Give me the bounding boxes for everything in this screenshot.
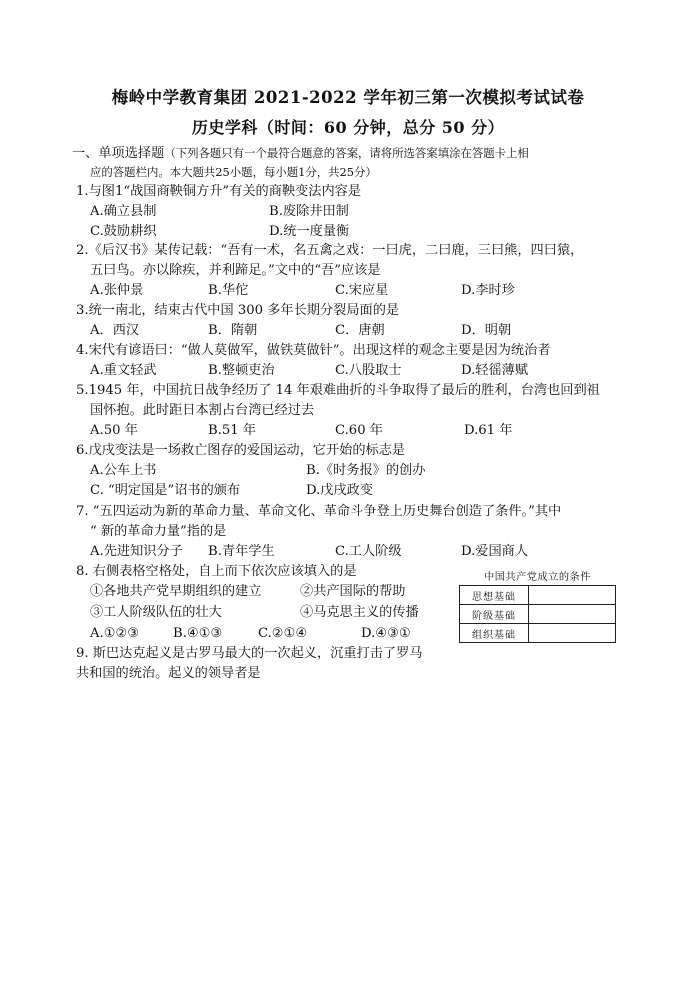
instructions-line-1: （下列各题只有一个最符合题意的答案，请将所选答案填涂在答题卡上相 xyxy=(164,146,529,160)
question-stem-cont: “ 新的革命力量”指的是 xyxy=(90,524,227,539)
option-a: A.公车上书 xyxy=(90,463,157,478)
table-blank-cell xyxy=(529,624,616,643)
question-stem-cont: 共和国的统治。起义的领导者是 xyxy=(76,666,261,681)
option-c: C.②①④ xyxy=(258,626,308,641)
option-d: D．明朝 xyxy=(461,323,512,338)
question-stem-cont: 五曰鸟。亦以除疾，并利蹄足。”文中的“吾”应该是 xyxy=(90,263,381,278)
option-d: D.轻徭薄赋 xyxy=(461,363,529,378)
question-stem: 7. “五四运动为新的革命力量、革命文化、革命斗争登上历史舞台创造了条件。”其中 xyxy=(76,504,562,519)
table-row xyxy=(460,586,616,605)
option-c: C.宋应星 xyxy=(335,283,389,298)
option-a: A．西汉 xyxy=(90,323,140,338)
option-a: A.50 年 xyxy=(90,423,138,438)
exam-subtitle: 历史学科（时间：60 分钟，总分 50 分） xyxy=(191,118,505,137)
question-stem: 5.1945 年，中国抗日战争经历了 14 年艰难曲折的斗争取得了最后的胜利，台湾也回到祖 xyxy=(76,383,600,398)
option-a: A.确立县制 xyxy=(90,204,157,219)
option-d: D.爱国商人 xyxy=(461,544,529,559)
question-stem: 1.与图1“战国商鞅铜方升”有关的商鞅变法内容是 xyxy=(76,184,362,199)
instructions-line-2: 应的答题栏内。本大题共25小题，每小题1分，共25分） xyxy=(90,165,377,179)
option-c: C.八股取士 xyxy=(335,363,402,378)
option-c: C.工人阶级 xyxy=(335,544,402,559)
side-table-caption: 中国共产党成立的条件 xyxy=(484,572,591,583)
exam-title: 梅岭中学教育集团 2021-2022 学年初三第一次模拟考试试卷 xyxy=(111,88,585,107)
question-stem: 4.宋代有谚语曰：“做人莫做军，做铁莫做针”。出现这样的观念主要是因为统治者 xyxy=(76,343,551,358)
statement-item: ②共产国际的帮助 xyxy=(300,584,406,599)
section-instructions xyxy=(72,144,529,163)
option-b: B.51 年 xyxy=(208,423,257,438)
option-d: D.戊戌政变 xyxy=(306,483,374,498)
statement-item: ④马克思主义的传播 xyxy=(300,605,419,620)
table-blank-cell xyxy=(529,586,616,605)
table-row-label: 思想基础 xyxy=(460,586,529,605)
option-b: B.④①③ xyxy=(173,626,223,641)
option-a: A.①②③ xyxy=(90,626,140,641)
statement-item: ③工人阶级队伍的壮大 xyxy=(90,605,222,620)
option-d: D.61 年 xyxy=(464,423,513,438)
option-b: B.《时务报》的创办 xyxy=(306,463,426,478)
option-b: B.整顿吏治 xyxy=(208,363,275,378)
question-stem: 3.统一南北，结束古代中国 300 多年长期分裂局面的是 xyxy=(76,303,400,318)
option-d: D.李时珍 xyxy=(461,283,515,298)
option-b: B.华佗 xyxy=(208,283,249,298)
option-b: B.废除井田制 xyxy=(269,204,349,219)
table-row xyxy=(460,605,616,624)
statement-item: ①各地共产党早期组织的建立 xyxy=(90,584,262,599)
option-c: C．唐朝 xyxy=(335,323,385,338)
table-row xyxy=(460,624,616,643)
question-stem: 8. 右侧表格空格处，自上而下依次应该填入的是 xyxy=(76,564,357,579)
option-d: D.④③① xyxy=(361,626,411,641)
question-stem-cont: 国怀抱。此时距日本割占台湾已经过去 xyxy=(90,403,315,418)
question-stem: 9. 斯巴达克起义是古罗马最大的一次起义，沉重打击了罗马 xyxy=(76,646,423,661)
option-b: B.青年学生 xyxy=(208,544,275,559)
question-stem: 2.《后汉书》某传记载：“吾有一术，名五禽之戏：一曰虎，二曰鹿，三曰熊，四曰猿， xyxy=(76,243,584,258)
option-d: D.统一度量衡 xyxy=(269,224,350,239)
option-c: C.60 年 xyxy=(335,423,383,438)
section-heading: 一、单项选择题 xyxy=(72,146,165,161)
table-row-label: 组织基础 xyxy=(460,624,529,643)
option-a: A.张仲景 xyxy=(90,283,144,298)
table-blank-cell xyxy=(529,605,616,624)
option-c: C. “明定国是”诏书的颁布 xyxy=(90,483,241,498)
option-a: A.先进知识分子 xyxy=(90,544,183,559)
conditions-table xyxy=(459,585,616,643)
option-b: B．隋朝 xyxy=(208,323,258,338)
option-a: A.重文轻武 xyxy=(90,363,157,378)
option-c: C.鼓励耕织 xyxy=(90,224,157,239)
question-stem: 6.戊戌变法是一场救亡图存的爱国运动，它开始的标志是 xyxy=(76,443,406,458)
table-row-label: 阶级基础 xyxy=(460,605,529,624)
